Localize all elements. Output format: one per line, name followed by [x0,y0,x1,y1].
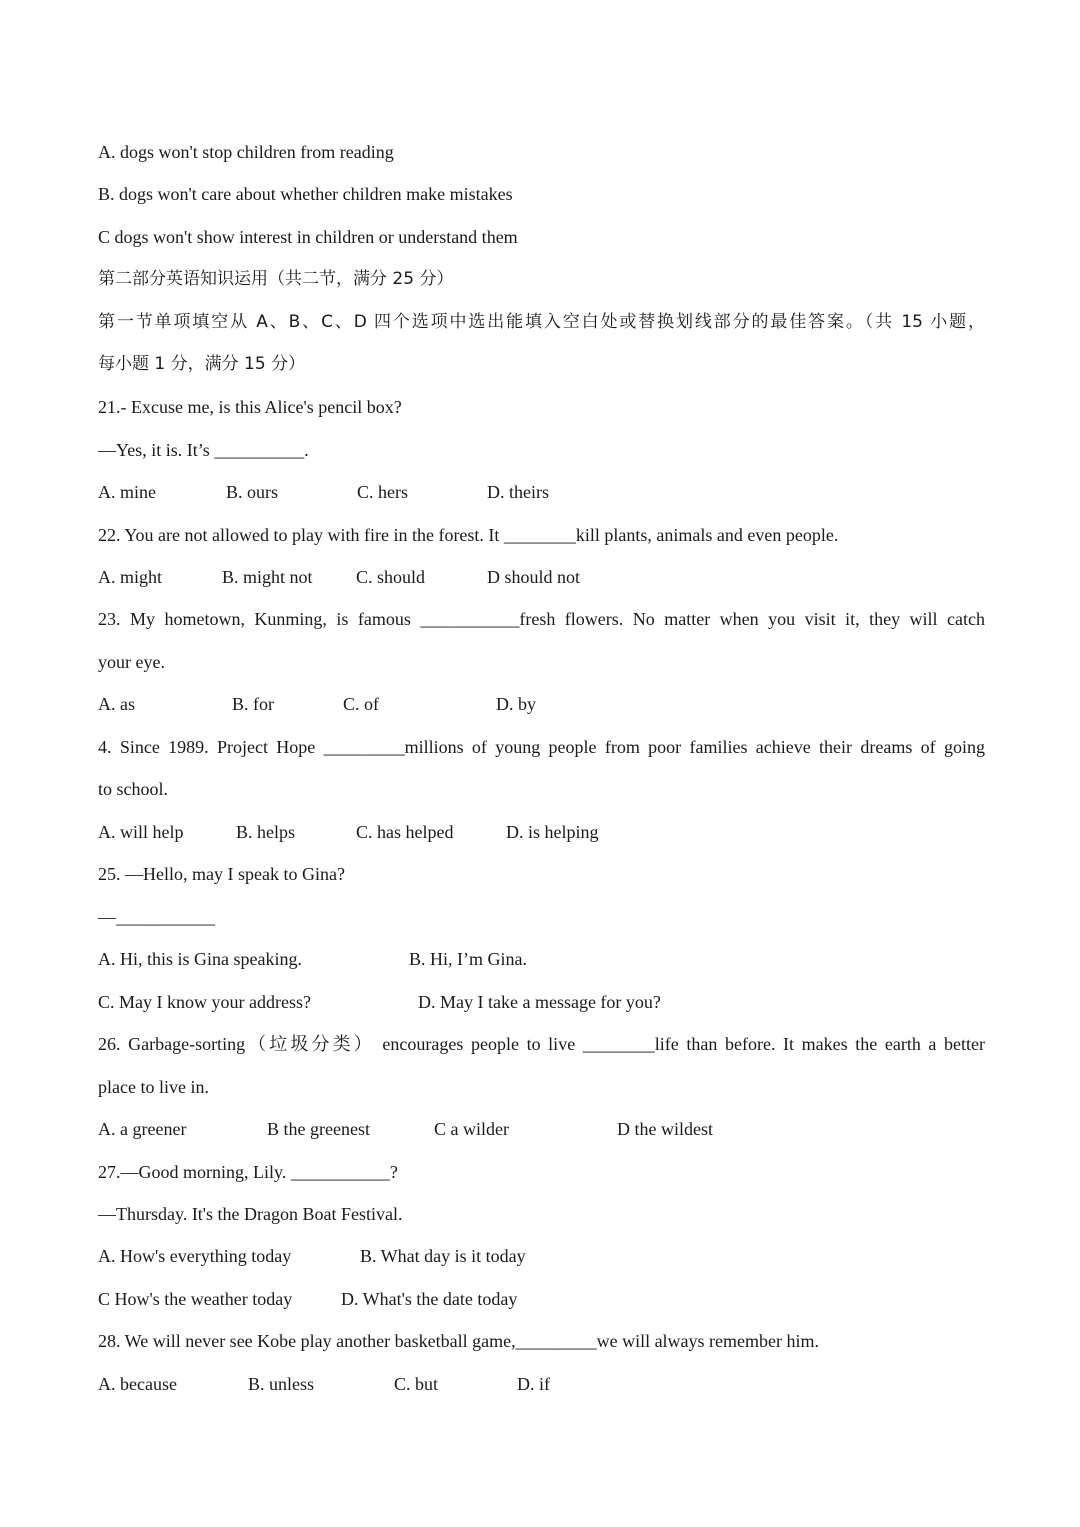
q27-answer-line: —Thursday. It's the Dragon Boat Festival. [98,1204,403,1224]
q23-option-c: C. of [343,694,379,714]
q23-stem-line1: 23. My hometown, Kunming, is famous ___________fresh flowers. No matter when you visit it, they will catch [98,609,985,629]
q24-stem-line1: 4. Since 1989. Project Hope _________millions of young people from poor families achieve their dreams of going [98,737,985,757]
q24-option-a: A. will help [98,822,184,842]
q21-answer-line: —Yes, it is. It’s __________. [98,440,309,460]
q28-stem: 28. We will never see Kobe play another basketball game,_________we will always remember him. [98,1331,820,1351]
q25-option-a: A. Hi, this is Gina speaking. [98,949,302,969]
section1-instructions-line2: 每小题 1 分，满分 15 分） [98,354,306,374]
q27-option-b: B. What day is it today [360,1246,526,1266]
q27-option-c: C How's the weather today [98,1289,293,1309]
q24-option-c: C. has helped [356,822,454,842]
q26-option-b: B the greenest [267,1119,370,1139]
q21-stem: 21.- Excuse me, is this Alice's pencil box? [98,397,402,417]
q23-option-a: A. as [98,694,135,714]
q23-option-d: D. by [496,694,536,714]
q24-stem-line2: to school. [98,779,168,799]
q25-option-d: D. May I take a message for you? [418,992,661,1012]
part2-heading: 第二部分英语知识运用（共二节，满分 25 分） [98,269,454,289]
q28-option-b: B. unless [248,1374,315,1394]
q28-option-c: C. but [394,1374,439,1394]
q22-option-a: A. might [98,567,163,587]
q28-option-a: A. because [98,1374,177,1394]
q24-option-b: B. helps [236,822,296,842]
q25-answer-line: —___________ [98,907,215,927]
prev-option-c: C dogs won't show interest in children or understand them [98,227,518,247]
q23-option-b: B. for [232,694,274,714]
q24-option-d: D. is helping [506,822,599,842]
q22-option-d: D should not [487,567,581,587]
prev-option-a: A. dogs won't stop children from reading [98,142,394,162]
q25-option-c: C. May I know your address? [98,992,311,1012]
q21-option-b: B. ours [226,482,279,502]
q21-option-d: D. theirs [487,482,549,502]
q22-option-c: C. should [356,567,426,587]
q26-stem-line2: place to live in. [98,1077,209,1097]
q26-option-a: A. a greener [98,1119,187,1139]
q28-option-d: D. if [517,1374,550,1394]
q22-stem: 22. You are not allowed to play with fire in the forest. It ________kill plants, animals and even people. [98,525,839,545]
section1-instructions-line1: 第一节单项填空从 A、B、C、D 四个选项中选出能填入空白处或替换划线部分的最佳答案。（共 15 小题， [98,312,985,332]
q26-option-d: D the wildest [617,1119,713,1139]
q26-stem-line1: 26. Garbage-sorting（垃圾分类） encourages people to live ________life than before. It makes the earth a better [98,1034,985,1054]
q23-stem-line2: your eye. [98,652,165,672]
prev-option-b: B. dogs won't care about whether children make mistakes [98,184,513,204]
q25-option-b: B. Hi, I’m Gina. [409,949,527,969]
q27-option-d: D. What's the date today [341,1289,518,1309]
q26-option-c: C a wilder [434,1119,509,1139]
q21-option-a: A. mine [98,482,156,502]
q22-option-b: B. might not [222,567,313,587]
q25-stem: 25. —Hello, may I speak to Gina? [98,864,345,884]
q27-stem: 27.—Good morning, Lily. ___________? [98,1162,398,1182]
q21-option-c: C. hers [357,482,408,502]
q27-option-a: A. How's everything today [98,1246,292,1266]
